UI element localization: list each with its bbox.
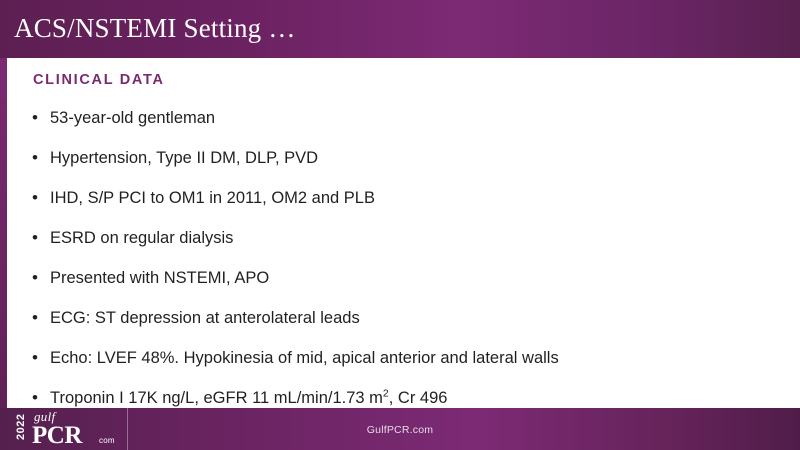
bullet-list	[28, 104, 773, 424]
list-item	[28, 104, 773, 144]
bullet-dot-icon: •	[32, 108, 38, 127]
list-item-label: ESRD on regular dialysis	[50, 229, 234, 247]
list-item-label: Echo: LVEF 48%. Hypokinesia of mid, apical anterior and lateral walls	[50, 349, 559, 367]
list-item	[28, 304, 773, 344]
list-item-label: Presented with NSTEMI, APO	[50, 269, 270, 287]
bullet-dot-icon: •	[32, 268, 38, 287]
logo-year-label: 2022	[15, 413, 27, 441]
list-item	[28, 344, 773, 384]
slide-title-bar	[0, 0, 800, 58]
bullet-dot-icon: •	[32, 348, 38, 367]
list-item	[28, 264, 773, 304]
bullet-dot-icon: •	[32, 148, 38, 167]
bullet-dot-icon: •	[32, 388, 38, 407]
troponin-text-post: , Cr 496	[388, 389, 448, 407]
list-item-label: 53-year-old gentleman	[50, 109, 216, 127]
bullet-dot-icon: •	[32, 308, 38, 327]
list-item	[28, 224, 773, 264]
logo-gulf-label: gulf	[34, 409, 56, 424]
list-item	[28, 144, 773, 184]
logo-pcr-sub-label: com	[99, 436, 115, 445]
superscript-two: 2	[382, 387, 389, 400]
troponin-text-pre: Troponin I 17K ng/L, eGFR 11 mL/min/1.73 m	[50, 389, 383, 407]
slide-footer-bar	[0, 408, 800, 450]
left-accent-bar	[0, 58, 7, 450]
bullet-dot-icon: •	[32, 188, 38, 207]
bullet-dot-icon: •	[32, 228, 38, 247]
list-item-label: Hypertension, Type II DM, DLP, PVD	[50, 149, 319, 167]
list-item-label: ECG: ST depression at anterolateral leads	[50, 309, 360, 327]
page-title: ACS/NSTEMI Setting …	[14, 13, 296, 43]
list-item-label: IHD, S/P PCI to OM1 in 2011, OM2 and PLB	[50, 189, 375, 207]
section-heading: CLINICAL DATA	[33, 72, 165, 88]
list-item	[28, 184, 773, 224]
footer-website-label: GulfPCR.com	[366, 424, 434, 436]
logo-pcr-label: PCR	[32, 422, 82, 449]
